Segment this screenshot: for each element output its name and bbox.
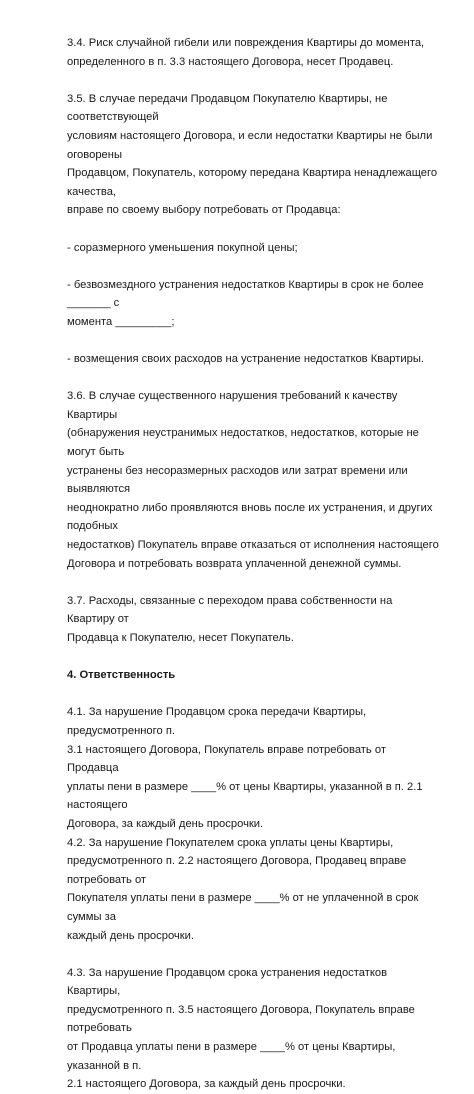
list-item-free-repair <box>67 276 439 332</box>
clause-line: - соразмерного уменьшения покупной цены; <box>67 241 298 254</box>
clause-line: (обнаружения неустранимых недостатков, недостатков, которые не могут быть <box>67 427 419 459</box>
clause-line: 4.2. За нарушение Покупателем срока уплаты цены Квартиры, <box>67 836 394 849</box>
clause-line: Продавцом, Покупатель, которому передана Квартира ненадлежащего качества, <box>67 167 438 198</box>
clause-line: - возмещения своих расходов на устранение недостатков Квартиры. <box>67 353 425 366</box>
clause-line: Продавца к Покупателю, несет Покупатель. <box>67 632 294 644</box>
clause-4-3 <box>67 964 439 1094</box>
clause-line: условиям настоящего Договора, и если недостатки Квартиры не были оговорены <box>67 129 433 161</box>
clause-line: устранены без несоразмерных расходов или затрат времени или выявляются <box>67 464 408 496</box>
clause-line: каждый день просрочки. <box>67 929 195 942</box>
list-item-price-reduction <box>67 239 439 258</box>
clause-line: предусмотренного п. 2.2 настоящего Договора, Продавец вправе потребовать от <box>67 855 407 886</box>
clause-line: от Продавца уплаты пени в размере ____% от цены Квартиры, указанной в п. <box>67 1041 396 1072</box>
list-item-reimbursement <box>67 350 439 369</box>
clause-4-1 <box>67 703 439 833</box>
section-heading: 4. Ответственность <box>67 669 176 682</box>
clause-line: 4.1. За нарушение Продавцом срока передачи Квартиры, предусмотренного п. <box>67 706 367 737</box>
clause-line: 3.6. В случае существенного нарушения требований к качеству Квартиры <box>67 390 398 421</box>
clause-line: - безвозмездного устранения недостатков Квартиры в срок не более _______ с <box>67 278 424 310</box>
clause-line: 3.4. Риск случайной гибели или повреждения Квартиры до момента, <box>67 37 425 49</box>
clause-line: 4.3. За нарушение Продавцом срока устранения недостатков Квартиры, <box>67 966 388 998</box>
clause-line: вправе по своему выбору потребовать от Продавца: <box>67 204 341 217</box>
clause-line: предусмотренного п. 3.5 настоящего Договора, Покупатель вправе потребовать <box>67 1003 415 1035</box>
clause-line: Покупателя уплаты пени в размере ____% от не уплаченной в срок суммы за <box>67 892 419 923</box>
clause-line: недостатков) Покупатель вправе отказаться от исполнения настоящего <box>67 539 439 552</box>
clause-line: Договора, за каждый день просрочки. <box>67 817 264 830</box>
clause-line: 3.5. В случае передачи Продавцом Покупателю Квартиры, не соответствующей <box>67 92 388 124</box>
clause-4-2 <box>67 834 439 946</box>
document-body <box>67 34 439 1094</box>
clause-line: Договора и потребовать возврата уплаченной денежной суммы. <box>67 557 402 570</box>
clause-line: уплаты пени в размере ____% от цены Квартиры, указанной в п. 2.1 настоящего <box>67 780 423 812</box>
clause-line: момента _________; <box>67 315 175 328</box>
clause-line: 3.1 настоящего Договора, Покупатель вправе потребовать от Продавца <box>67 743 386 775</box>
clause-line: неоднократно либо проявляются вновь после их устранения, и других подобных <box>67 501 433 533</box>
clause-line: 3.7. Расходы, связанные с переходом права собственности на Квартиру от <box>67 594 393 626</box>
clause-3-7 <box>67 592 439 648</box>
clause-3-5 <box>67 90 439 220</box>
clause-3-4 <box>67 34 439 71</box>
clause-3-6 <box>67 387 439 573</box>
clause-line: определенного в п. 3.3 настоящего Договора, несет Продавец. <box>67 55 394 68</box>
clause-line: 2.1 настоящего Договора, за каждый день просрочки. <box>67 1078 346 1091</box>
